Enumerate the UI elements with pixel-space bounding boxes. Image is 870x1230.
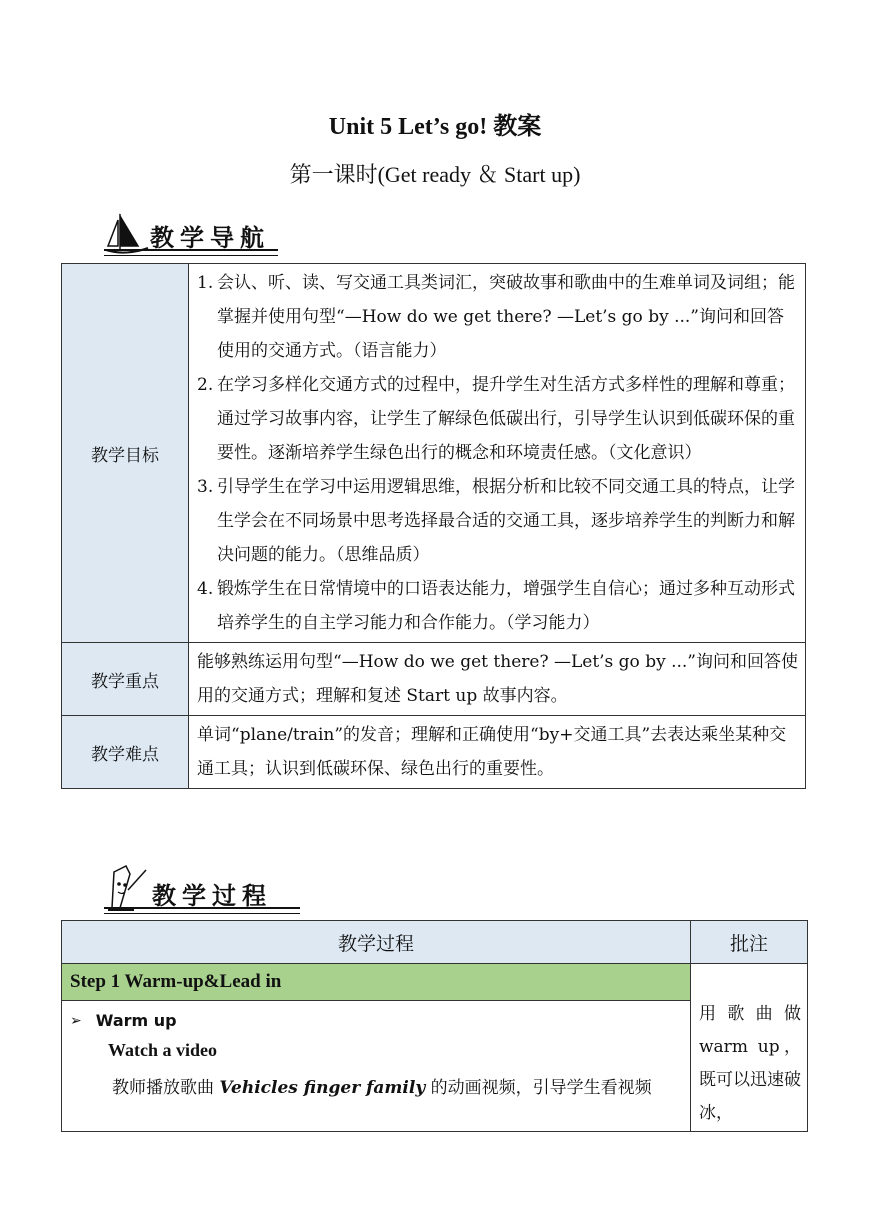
objective-text: 会认、听、读、写交通工具类词汇，突破故事和歌曲中的生难单词及词组；能掌握并使用句型“—How do we get there? —Let’s go by ...”询问和回答使用的交通方式。（语言能力）: [217, 273, 795, 361]
objective-number: 1.: [197, 273, 214, 293]
objective-number: 2.: [197, 375, 214, 395]
objective-text: 引导学生在学习中运用逻辑思维，根据分析和比较不同交通工具的特点，让学生学会在不同场景中思考选择最合适的交通工具，逐步培养学生的判断力和解决问题的能力。（思维品质）: [217, 477, 795, 565]
section-underline: [104, 249, 278, 256]
notes-column-header: 批注: [691, 921, 808, 964]
document-title: Unit 5 Let’s go! 教案: [328, 114, 542, 140]
key-points-row: [62, 643, 806, 716]
arrow-bullet-icon: ➢: [70, 1012, 82, 1029]
activity-description: [112, 1073, 682, 1098]
nav-section-header: [104, 206, 272, 256]
process-header-row: [62, 921, 808, 964]
section-underline: [104, 907, 300, 914]
song-title: Vehicles finger family: [219, 1078, 426, 1098]
step1-title: Step 1 Warm-up&Lead in: [62, 964, 691, 1001]
objective-item: [197, 470, 799, 572]
objectives-cell: [189, 264, 806, 643]
objective-text: 锻炼学生在日常情境中的口语表达能力，增强学生自信心；通过多种互动形式培养学生的自主学习能力和合作能力。（学习能力）: [217, 579, 795, 633]
teaching-guide-table: [61, 263, 806, 789]
process-section-header: [104, 862, 294, 914]
objective-number: 4.: [197, 579, 214, 599]
objectives-row: [62, 264, 806, 643]
process-section-label: 教学过程: [152, 882, 272, 910]
lesson-subtitle: 第一课时(Get ready ＆ Start up): [289, 162, 581, 187]
notes-cell: 用歌曲做 warm up，既可以迅速破冰，: [691, 964, 808, 1132]
objective-item: [197, 266, 799, 368]
activity-heading: Watch a video: [108, 1040, 218, 1060]
key-points-text: 能够熟练运用句型“—How do we get there? —Let’s go by ...”询问和回答使用的交通方式；理解和复述 Start up 故事内容。: [189, 643, 806, 716]
warm-up-bullet: [70, 1011, 682, 1030]
objective-text: 在学习多样化交通方式的过程中，提升学生对生活方式多样性的理解和尊重；通过学习故事内容，让学生了解绿色低碳出行，引导学生认识到低碳环保的重要性。逐渐培养学生绿色出行的概念和环境责任感。（文化意识）: [217, 375, 795, 463]
step1-row: [62, 964, 808, 1001]
teaching-process-table: [61, 920, 808, 1132]
objectives-label: 教学目标: [62, 264, 189, 643]
difficulties-row: [62, 716, 806, 789]
key-points-label: 教学重点: [62, 643, 189, 716]
objective-item: [197, 368, 799, 470]
difficulties-text: 单词“plane/train”的发音；理解和正确使用“by+交通工具”去表达乘坐某种交通工具；认识到低碳环保、绿色出行的重要性。: [189, 716, 806, 789]
nav-section-label: 教学导航: [150, 224, 270, 252]
description-suffix: 的动画视频，引导学生看视频: [425, 1078, 652, 1098]
step1-content: [62, 1001, 691, 1132]
objective-number: 3.: [197, 477, 214, 497]
objective-item: [197, 572, 799, 640]
process-column-header: 教学过程: [62, 921, 691, 964]
difficulties-label: 教学难点: [62, 716, 189, 789]
description-prefix: 教师播放歌曲: [112, 1078, 220, 1098]
bullet-label: Warm up: [95, 1011, 177, 1030]
